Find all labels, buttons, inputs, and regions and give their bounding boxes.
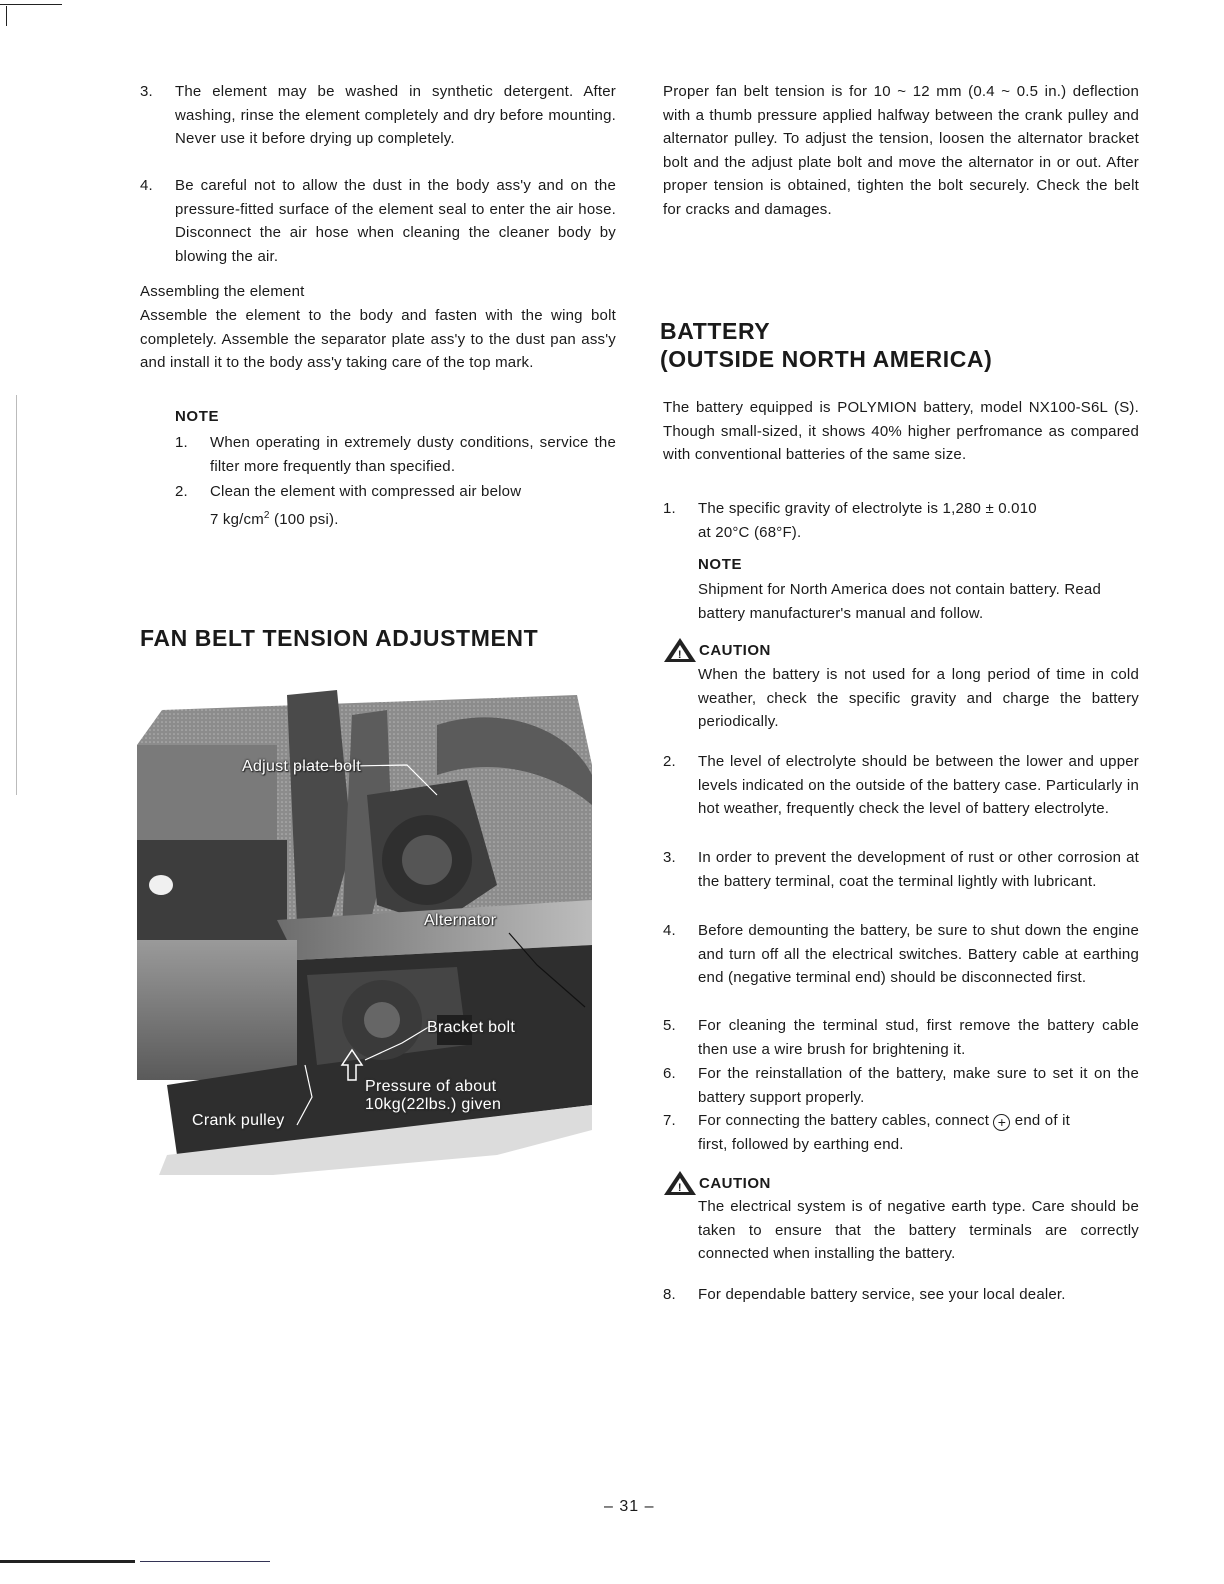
plus-sign: + <box>997 1114 1007 1130</box>
battery-heading-line1: BATTERY <box>660 318 771 344</box>
step-7-line2: first, followed by earthing end. <box>698 1135 904 1153</box>
step-number: 7. <box>663 1112 676 1129</box>
step-7-suffix: end of it <box>1010 1112 1070 1129</box>
note-text-right: Shipment for North America does not contain battery. Read battery manufacturer's manual and follow. <box>698 581 1101 622</box>
pressure-value: 7 kg/cm <box>210 511 264 528</box>
caution-heading-1 <box>663 637 771 663</box>
scan-margin-line <box>16 395 17 795</box>
pressure-psi: (100 psi). <box>269 511 339 528</box>
scan-corner-mark <box>0 4 62 5</box>
step-number: 8. <box>663 1286 676 1303</box>
battery-heading-line2: (OUTSIDE NORTH AMERICA) <box>660 346 993 372</box>
step-text: In order to prevent the development of rust or other corrosion at the battery terminal, coat the terminal lightly with lubricant. <box>698 849 1139 890</box>
step-text: Be careful not to allow the dust in the body ass'y and on the pressure-fitted surface of the element seal to enter the air hose. Disconnect the air hose when cleaning the cleaner body by blowing the air. <box>175 177 616 265</box>
fan-belt-heading: FAN BELT TENSION ADJUSTMENT <box>140 625 539 651</box>
pressure-unit-exponent: 2 <box>263 510 270 521</box>
note-heading-left: NOTE <box>175 408 220 425</box>
label-pressure-line2: 10kg(22lbs.) given <box>365 1096 502 1113</box>
step-1-line2: at 20°C (68°F). <box>698 523 802 541</box>
note-number: 2. <box>175 483 188 500</box>
warning-triangle-icon <box>663 637 697 663</box>
note-text: When operating in extremely dusty conditions, service the filter more frequently than specified. <box>210 434 616 475</box>
svg-text:!: ! <box>677 649 683 661</box>
caution-heading-2 <box>663 1170 771 1196</box>
step-text: For dependable battery service, see your local dealer. <box>698 1286 1066 1303</box>
step-number: 2. <box>663 753 676 770</box>
fan-belt-text: Proper fan belt tension is for 10 ~ 12 mm (0.4 ~ 0.5 in.) deflection with a thumb pressure applied halfway between the crank pulley and alternator pulley. To adjust the tension, loosen the alternator bracket bolt and the adjust plate bolt and move the alternator in or out. After proper tension is obtained, tighten the bolt securely. Check the belt for cracks and damages. <box>663 83 1139 218</box>
caution-text-2: The electrical system is of negative earth type. Care should be taken to ensure that the battery terminals are correctly connected when installing the battery. <box>698 1198 1139 1262</box>
svg-text:!: ! <box>677 1182 683 1194</box>
step-7-line1 <box>698 1109 1139 1133</box>
step-text <box>698 1109 1139 1156</box>
step-text: The level of electrolyte should be between the lower and upper levels indicated on the outside of the battery case. Particularly in hot weather, frequently check the level of battery electrolyte. <box>698 753 1139 817</box>
label-pressure-line1: Pressure of about <box>365 1078 497 1095</box>
assembling-title: Assembling the element <box>140 283 305 300</box>
label-alternator: Alternator <box>424 912 497 929</box>
assembling-text: Assemble the element to the body and fasten with the wing bolt completely. Assemble the separator plate ass'y to the dust pan ass'y and install it to the body ass'y taking care of the top mark. <box>140 307 616 371</box>
scan-corner-mark <box>6 6 7 26</box>
step-number: 4. <box>140 177 153 194</box>
step-text: Before demounting the battery, be sure to shut down the engine and turn off all the electrical switches. Battery cable at earthing end (negative terminal end) should be disconnected first. <box>698 922 1139 986</box>
step-number: 1. <box>663 500 676 517</box>
plus-terminal-icon <box>993 1114 1010 1131</box>
caution-title-1: CAUTION <box>699 641 771 659</box>
step-text <box>698 497 1139 544</box>
label-crank-pulley: Crank pulley <box>192 1112 285 1129</box>
label-adjust-plate-bolt: Adjust plate bolt <box>242 758 361 775</box>
step-number: 3. <box>140 83 153 100</box>
battery-intro: The battery equipped is POLYMION battery, model NX100-S6L (S). Though small-sized, it shows 40% higher perfromance as compared with conventional batteries of the same size. <box>663 399 1139 463</box>
label-bracket-bolt: Bracket bolt <box>427 1019 516 1036</box>
note-text-pressure <box>210 504 616 532</box>
fan-belt-photo <box>137 685 595 1175</box>
step-number: 5. <box>663 1017 676 1034</box>
step-text: The element may be washed in synthetic detergent. After washing, rinse the element completely and dry before mounting. Never use it before drying up completely. <box>175 83 616 147</box>
page-number: – 31 – <box>604 1498 655 1515</box>
step-text: For cleaning the terminal stud, first remove the battery cable then use a wire brush for brightening it. <box>698 1017 1139 1058</box>
step-1-line1: The specific gravity of electrolyte is 1,280 ± 0.010 <box>698 500 1037 517</box>
caution-text-1: When the battery is not used for a long period of time in cold weather, check the specific gravity and charge the battery periodically. <box>698 666 1139 730</box>
step-text: For the reinstallation of the battery, make sure to set it on the battery support properly. <box>698 1065 1139 1106</box>
step-number: 3. <box>663 849 676 866</box>
caution-title-2: CAUTION <box>699 1174 771 1192</box>
scan-bottom-mark <box>0 1560 135 1563</box>
step-number: 6. <box>663 1065 676 1082</box>
note-text: Clean the element with compressed air below <box>210 483 522 500</box>
note-heading-right: NOTE <box>698 556 743 573</box>
scan-bottom-mark <box>140 1561 270 1562</box>
step-7-prefix: For connecting the battery cables, connect <box>698 1112 994 1129</box>
step-number: 4. <box>663 922 676 939</box>
warning-triangle-icon <box>663 1170 697 1196</box>
note-number: 1. <box>175 434 188 451</box>
